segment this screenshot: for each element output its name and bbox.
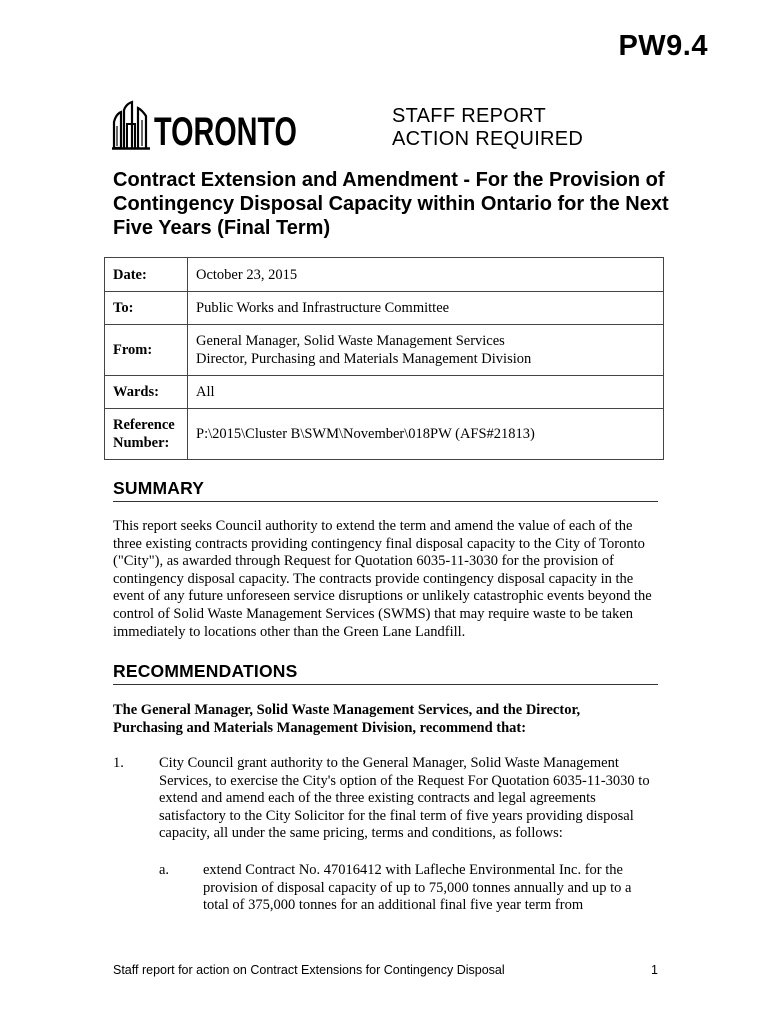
list-item — [113, 755, 658, 843]
summary-text: This report seeks Council authority to extend the term and amend the value of each of the three existing contracts providing contingency final disposal capacity to the City of Toronto ("City"), as awarded through Request for Quotation 6035-11-3030 for the provision of contingency disposal capacity. The contracts provide contingency disposal capacity in the event of any future unforeseen service disruptions or unlikely catastrophic events beyond the control of Solid Waste Management Services (SWMS) that may require waste to be taken immediately to locations other than the Green Lane Landfill. — [113, 518, 652, 640]
wards-label: Wards: — [105, 376, 188, 409]
to-label: To: — [105, 292, 188, 325]
table-row-reference — [105, 409, 664, 460]
reference-label-line2: Number: — [113, 435, 170, 451]
date-value: October 23, 2015 — [188, 258, 664, 292]
sub-item-text: extend Contract No. 47016412 with Lafleche Environmental Inc. for the provision of disposal capacity of up to 75,000 tonnes annually and up to a total of 375,000 tonnes for an additional final five year term from — [203, 861, 632, 914]
date-label: Date: — [105, 258, 188, 292]
recommendations-intro: The General Manager, Solid Waste Management Services, and the Director, Purchasing and Materials Management Division, recommend that: — [113, 702, 581, 736]
reference-label-line1: Reference — [113, 417, 175, 433]
summary-heading: SUMMARY — [113, 478, 658, 502]
table-row-wards — [105, 376, 664, 409]
report-type — [392, 105, 583, 151]
table-row-date — [105, 258, 664, 292]
list-item — [159, 862, 658, 915]
recommendations-list — [113, 755, 658, 915]
wards-value: All — [188, 376, 664, 409]
from-value — [188, 325, 664, 376]
report-info-table — [104, 257, 664, 460]
page-number: 1 — [651, 963, 658, 977]
toronto-logo — [112, 100, 353, 154]
reference-label — [105, 409, 188, 460]
page-footer — [113, 963, 658, 977]
from-line1: General Manager, Solid Waste Management Services — [196, 333, 505, 349]
recommendation-number: 1. — [113, 755, 124, 771]
from-line2: Director, Purchasing and Materials Management Division — [196, 351, 532, 367]
report-type-line2: ACTION REQUIRED — [392, 128, 584, 150]
reference-value: P:\2015\Cluster B\SWM\November\018PW (AFS#21813) — [188, 409, 664, 460]
logo-wordmark: TORONTO — [154, 110, 297, 154]
footer-text: Staff report for action on Contract Extensions for Contingency Disposal — [113, 963, 505, 977]
report-title: Contract Extension and Amendment - For the Provision of Contingency Disposal Capacity within Ontario for the Next Five Years (Final Term) — [113, 169, 669, 239]
city-hall-icon — [112, 100, 150, 150]
table-row-from — [105, 325, 664, 376]
to-value: Public Works and Infrastructure Committee — [188, 292, 664, 325]
report-type-line1: STAFF REPORT — [392, 105, 546, 127]
table-row-to — [105, 292, 664, 325]
recommendations-heading: RECOMMENDATIONS — [113, 661, 658, 685]
from-label: From: — [105, 325, 188, 376]
document-id: PW9.4 — [618, 30, 708, 62]
recommendation-text: City Council grant authority to the General Manager, Solid Waste Management Services, to exercise the City's option of the Request For Quotation 6035-11-3030 to extend and amend each of the three existing contracts and legal agreements satisfactory to the City Solicitor for the final term of five years providing disposal capacity, all under the same pricing, terms and conditions, as follows: — [159, 755, 650, 842]
sub-item-letter: a. — [159, 861, 170, 878]
